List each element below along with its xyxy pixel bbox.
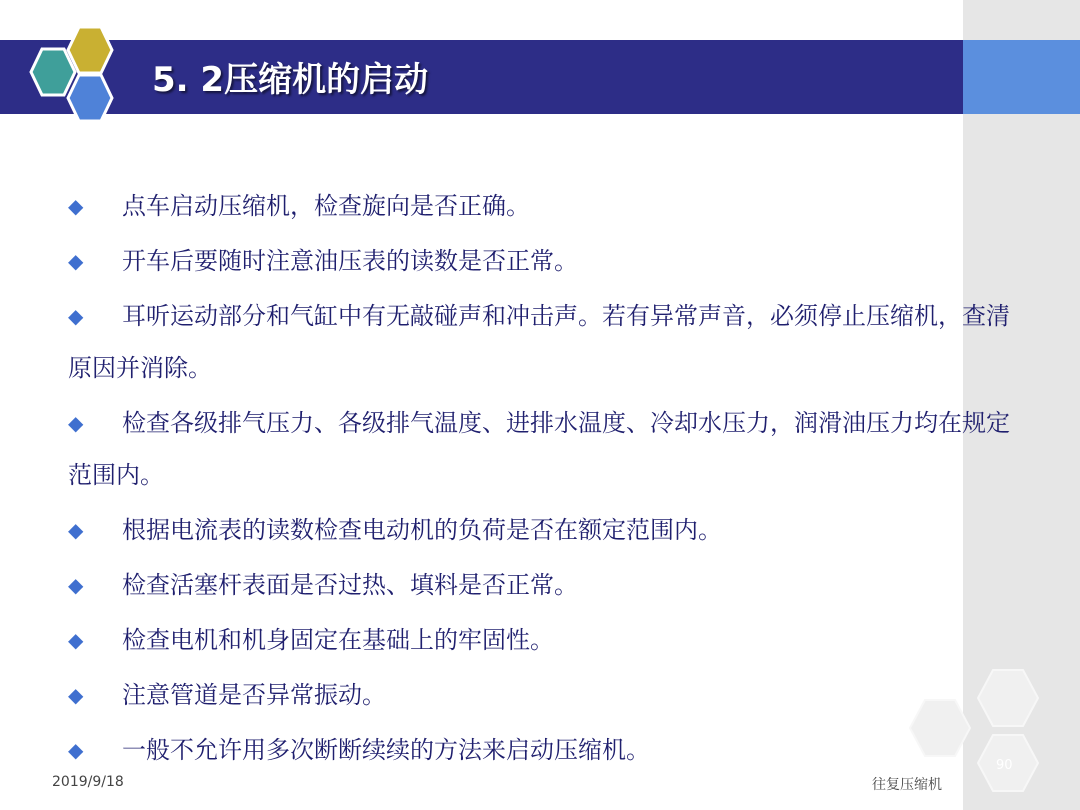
hexagon-logo-icon [10,22,140,132]
footer-title: 往复压缩机 [872,777,942,793]
diamond-bullet-icon: ◆ [68,628,84,652]
list-item [68,290,1018,394]
title-accent-block [963,40,1080,114]
bullet-text: 开车后要随时注意油压表的读数是否正常。 [122,247,578,275]
blue-hexagon [68,75,112,121]
list-item [68,669,1018,721]
title-bar [0,40,963,114]
page-number: 90 [996,758,1013,773]
bullet-text: 点车启动压缩机，检查旋向是否正确。 [122,192,530,220]
list-item [68,614,1018,666]
diamond-bullet-icon: ◆ [68,518,84,542]
bullet-text: 检查各级排气压力、各级排气温度、进排水温度、冷却水压力，润滑油压力均在规定范围内。 [68,409,1010,489]
bullet-text: 检查活塞杆表面是否过热、填料是否正常。 [122,571,578,599]
diamond-bullet-icon: ◆ [68,411,84,435]
list-item [68,180,1018,232]
list-item [68,724,1018,776]
bullet-text: 根据电流表的读数检查电动机的负荷是否在额定范围内。 [122,516,722,544]
list-item [68,397,1018,501]
bullet-text: 耳听运动部分和气缸中有无敲碰声和冲击声。若有异常声音，必须停止压缩机，查清原因并消除。 [68,302,1010,382]
footer-date: 2019/9/18 [52,774,124,790]
teal-hexagon [31,49,75,95]
list-item [68,235,1018,287]
gold-hexagon [68,27,112,73]
diamond-bullet-icon: ◆ [68,194,84,218]
bullet-text: 检查电机和机身固定在基础上的牢固性。 [122,626,554,654]
list-item [68,559,1018,611]
bullet-text: 一般不允许用多次断断续续的方法来启动压缩机。 [122,736,650,764]
diamond-bullet-icon: ◆ [68,249,84,273]
diamond-bullet-icon: ◆ [68,304,84,328]
diamond-bullet-icon: ◆ [68,573,84,597]
bullet-text: 注意管道是否异常振动。 [122,681,386,709]
diamond-bullet-icon: ◆ [68,738,84,762]
bullet-list [68,180,1018,779]
list-item [68,504,1018,556]
slide-title: 5. 2压缩机的启动 [152,60,429,100]
diamond-bullet-icon: ◆ [68,683,84,707]
